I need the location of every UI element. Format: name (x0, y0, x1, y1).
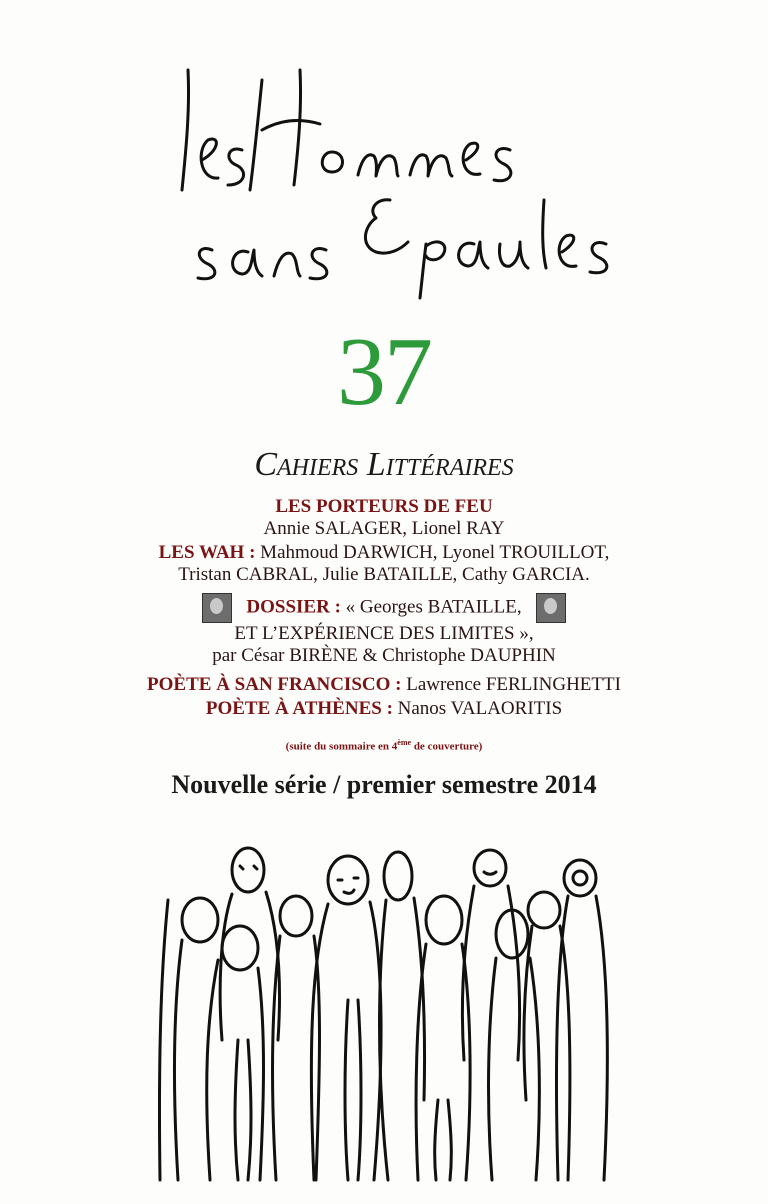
series-line: Nouvelle série / premier semestre 2014 (171, 770, 597, 799)
toc-sf-heading: POÈTE À SAN FRANCISCO : (147, 674, 402, 695)
suite-note: (suite du sommaire en 4ème de couverture) (285, 738, 483, 753)
toc-athenes-heading: POÈTE À ATHÈNES : (205, 698, 393, 719)
issue-number: 37 (337, 318, 431, 426)
toc-wah-names-1: Mahmoud DARWICH, Lyonel TROUILLOT, (260, 542, 610, 563)
crowd-sketch-illustration (148, 840, 618, 1190)
portrait-left-image (202, 593, 232, 623)
portrait-right-image (536, 593, 566, 623)
toc-dossier-title-1: « Georges BATAILLE, (345, 596, 522, 618)
toc-athenes-name: Nanos VALAORITIS (397, 698, 563, 719)
toc-sf-name: Lawrence FERLINGHETTI (406, 674, 621, 695)
toc-dossier-title-2: ET L’EXPÉRIENCE DES LIMITES », (234, 623, 534, 644)
toc-wah-heading: LES WAH : (158, 542, 256, 563)
toc-dossier-authors: par César BIRÈNE & Christophe DAUPHIN (212, 645, 556, 666)
toc-porteurs-heading: LES PORTEURS DE FEU (275, 496, 493, 517)
table-of-contents (0, 496, 768, 720)
toc-porteurs-names: Annie SALAGER, Lionel RAY (263, 518, 505, 539)
handwritten-title (150, 40, 620, 300)
subtitle: Cahiers Littéraires (254, 446, 514, 483)
toc-wah-names-2: Tristan CABRAL, Julie BATAILLE, Cathy GARCIA. (178, 564, 590, 585)
toc-dossier-heading: DOSSIER : (246, 596, 341, 618)
